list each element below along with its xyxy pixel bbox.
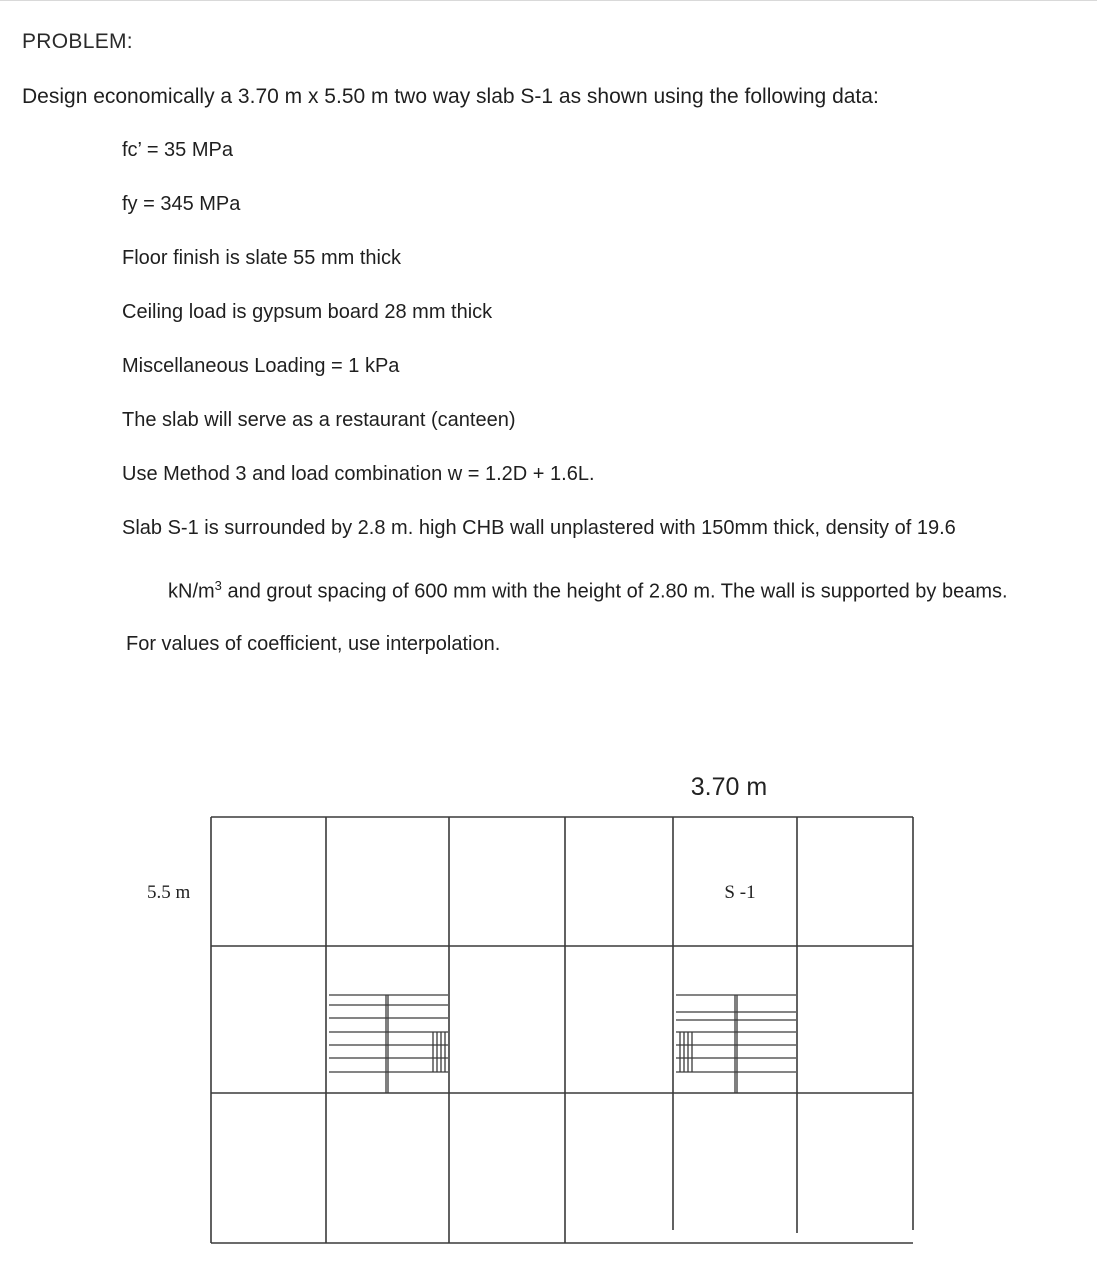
usage-line: The slab will serve as a restaurant (canteen) (122, 409, 516, 431)
stair-left (329, 995, 448, 1093)
unit-text: kN/m (168, 580, 215, 603)
slab-s1-label: S -1 (724, 882, 756, 903)
stair-right (676, 995, 796, 1093)
width-dimension-label: 3.70 m (690, 773, 768, 801)
fy-value: fy = 345 MPa (122, 193, 241, 215)
ceiling-load-line: Ceiling load is gypsum board 28 mm thick (122, 301, 493, 323)
method-line: Use Method 3 and load combination w = 1.2D + 1.6L. (122, 463, 595, 485)
floor-finish-line: Floor finish is slate 55 mm thick (122, 247, 401, 269)
wall-description-rest: and grout spacing of 600 mm with the height of 2.80 m. The wall is supported by beams. (221, 580, 1008, 603)
coefficient-line: For values of coefficient, use interpolation. (126, 633, 501, 655)
height-dimension-label: 5.5 m (147, 882, 191, 903)
problem-heading: PROBLEM: (22, 30, 133, 53)
problem-statement: Design economically a 3.70 m x 5.50 m two way slab S-1 as shown using the following data: (22, 85, 879, 108)
fc-value: fc’ = 35 MPa (122, 139, 233, 161)
misc-loading-line: Miscellaneous Loading = 1 kPa (122, 355, 400, 377)
wall-description-line-1: Slab S-1 is surrounded by 2.8 m. high CHB wall unplastered with 150mm thick, density of 19.6 (122, 517, 956, 539)
unit-exponent: 3 (214, 578, 222, 593)
